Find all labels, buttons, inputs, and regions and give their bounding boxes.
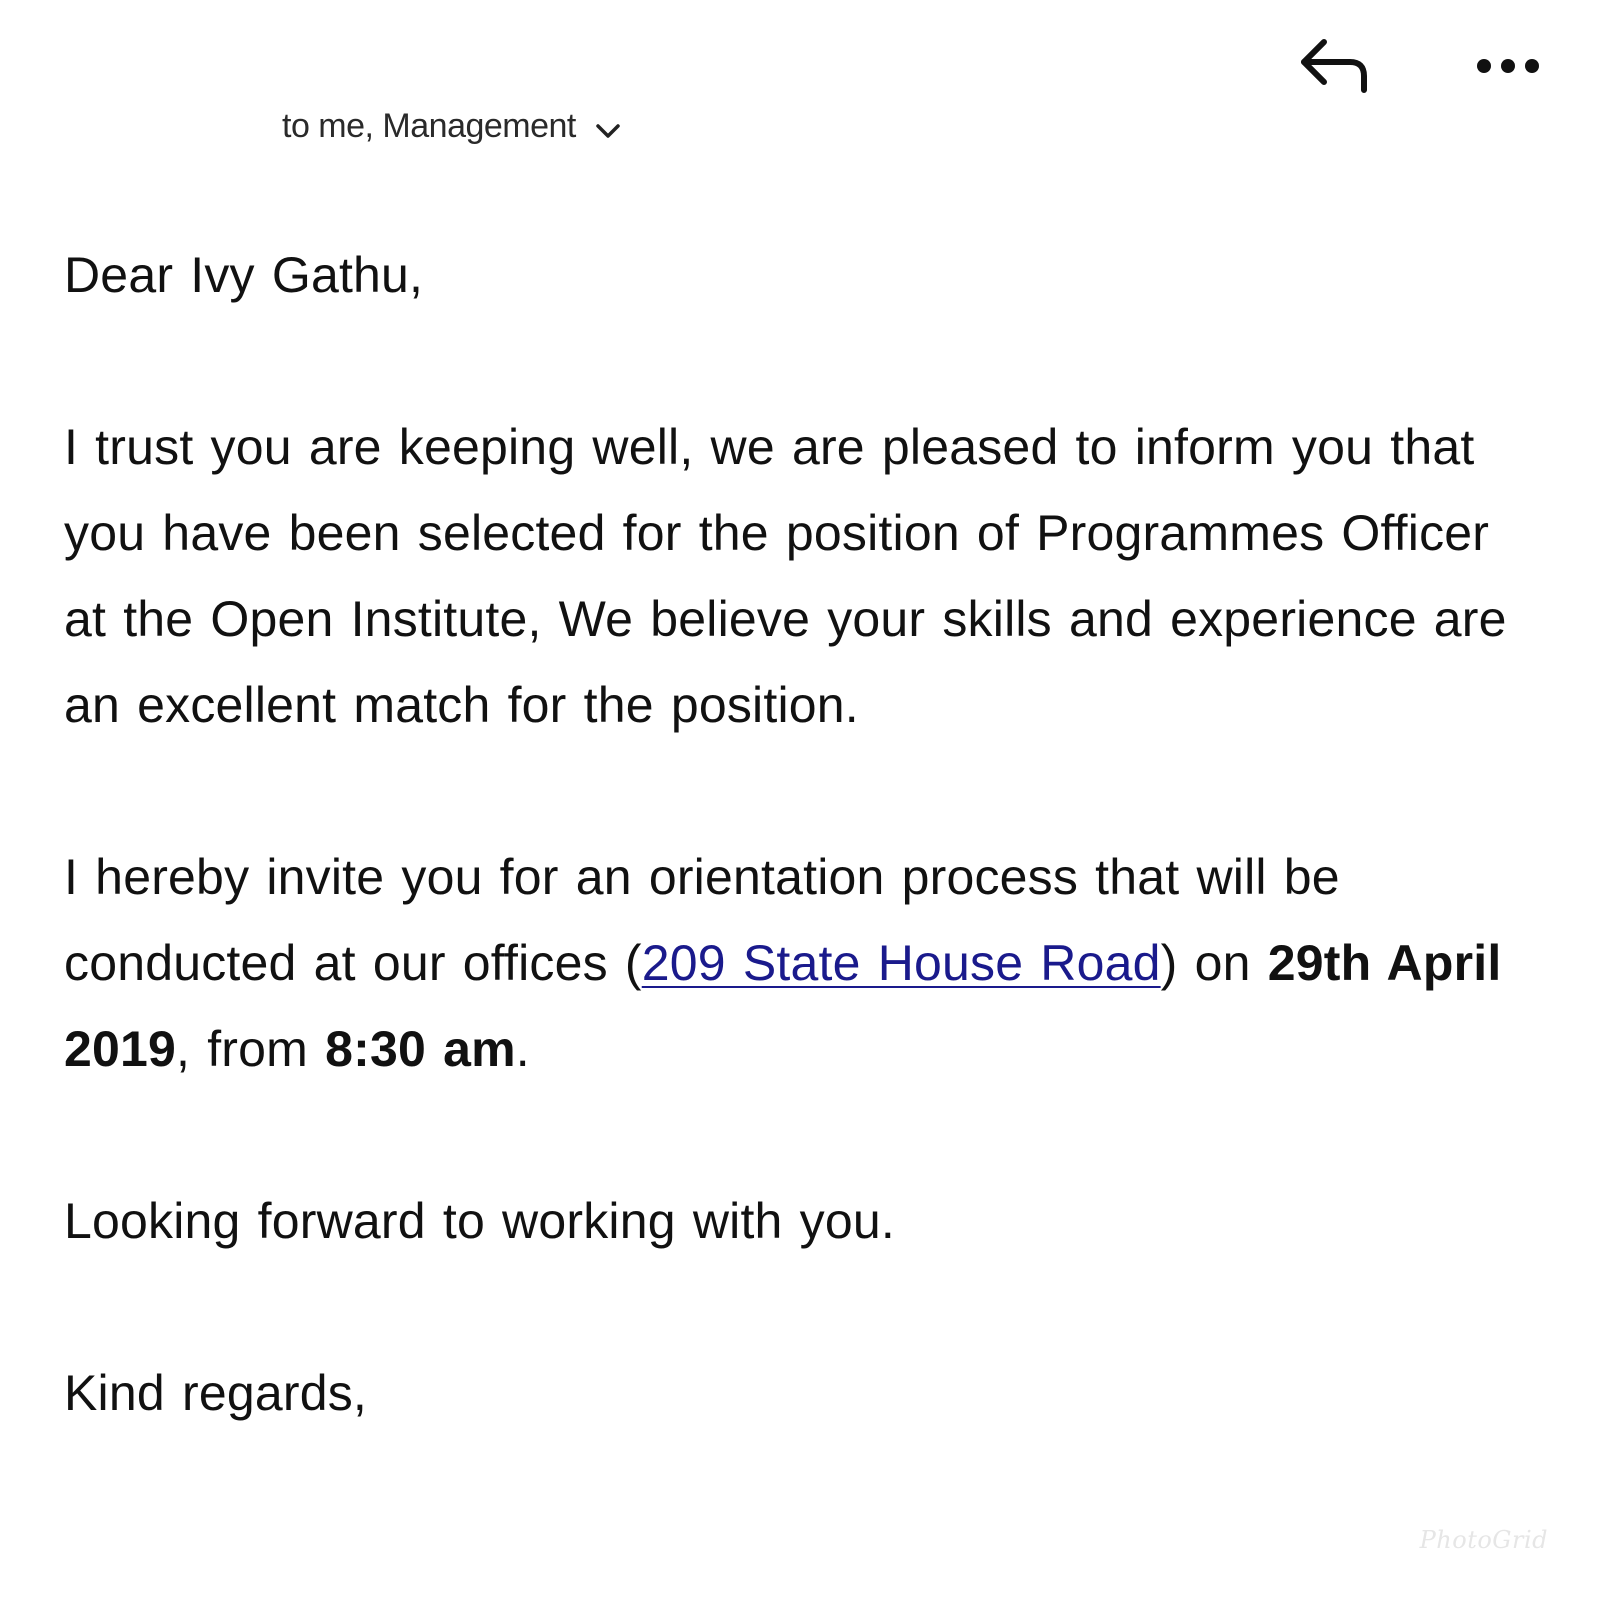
email-body (64, 232, 1544, 1436)
reply-button[interactable] (1298, 32, 1378, 100)
reply-arrow-icon (1298, 32, 1378, 100)
photogrid-watermark: PhotoGrid (1419, 1526, 1548, 1554)
orientation-paragraph (64, 834, 1544, 1092)
orientation-date: 29th April 2019 (64, 935, 1502, 1077)
email-header (0, 0, 1600, 170)
paragraph-spacer (64, 318, 1544, 404)
orientation-text-end: . (515, 1021, 530, 1077)
paragraph-spacer (64, 1092, 1544, 1178)
paragraph-spacer (64, 1264, 1544, 1350)
orientation-text-start: I hereby invite you for an orientation process that will be conducted at our offices ( (64, 849, 1340, 991)
selection-paragraph: I trust you are keeping well, we are pleased to inform you that you have been selected for the position of Programmes Officer at the Open Institute, We believe your skills and experience are an excellent match for the position. (64, 419, 1507, 733)
email-greeting: Dear Ivy Gathu, (64, 247, 424, 303)
signoff: Kind regards, (64, 1365, 367, 1421)
paragraph-spacer (64, 748, 1544, 834)
chevron-down-icon (594, 121, 622, 141)
closing-line: Looking forward to working with you. (64, 1193, 895, 1249)
orientation-time: 8:30 am (325, 1021, 516, 1077)
more-dots-icon (1474, 44, 1546, 88)
more-options-button[interactable] (1474, 44, 1546, 88)
orientation-text-from: , from (176, 1021, 326, 1077)
recipients-label: to me, Management (282, 106, 576, 145)
office-address-link[interactable]: 209 State House Road (641, 935, 1161, 991)
orientation-text-on: ) on (1160, 935, 1268, 991)
recipients-toggle[interactable] (282, 106, 622, 146)
